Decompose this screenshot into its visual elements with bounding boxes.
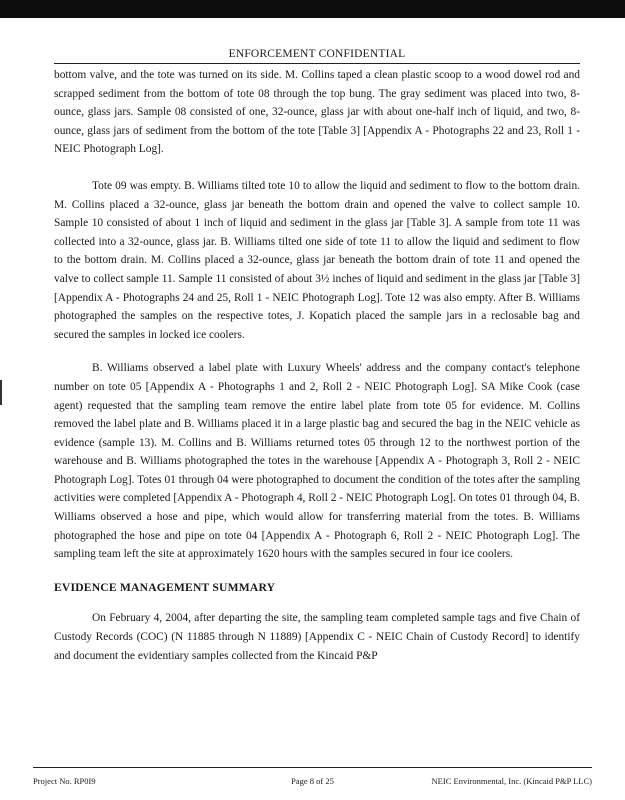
page-footer bbox=[33, 775, 592, 787]
confidentiality-header: ENFORCEMENT CONFIDENTIAL bbox=[228, 48, 406, 60]
footer-rule bbox=[33, 767, 592, 768]
header-rule bbox=[54, 63, 580, 64]
scan-mark bbox=[0, 380, 2, 405]
footer-project: Project No. RP0I9 bbox=[33, 776, 96, 786]
paragraph-label-plate: B. Williams observed a label plate with Luxury Wheels' address and the company contact's telephone number on tote 05 [Appendix A - Photographs 1 and 2, Roll 2 - NEIC Photograph Log]. SA Mike Cook (case agent) requested that the sampling team remove the entire label plate from tote 05 for evidence. M. Collins removed the label plate and B. Williams placed it in a large plastic bag and secured the bag in the NEIC vehicle as evidence (sample 13). M. Collins and B. Williams returned totes 05 through 12 to the northwest portion of the warehouse and B. Williams photographed the totes in the warehouse [Appendix A - Photograph 3, Roll 2 - NEIC Photograph Log]. Totes 01 through 04 were photographed to document the condition of the totes after the sampling activities were completed [Appendix A - Photograph 4, Roll 2 - NEIC Photograph Log]. On totes 01 through 04, B. Williams observed a hose and pipe, which would allow for transferring material from the totes. B. Williams photographed the hose and pipe on tote 04 [Appendix A - Photograph 6, Roll 2 - NEIC Photograph Log]. The sampling team left the site at approximately 1620 hours with the samples secured in four ice coolers. bbox=[54, 362, 580, 561]
scan-border bbox=[0, 0, 625, 18]
section-title: EVIDENCE MANAGEMENT SUMMARY bbox=[54, 580, 276, 594]
paragraph-continued: bottom valve, and the tote was turned on its side. M. Collins taped a clean plastic scoop to a wood dowel rod and scrapped sediment from the bottom of tote 08 through the top bung. The gray sediment was placed into two, 8-ounce, glass jars. Sample 08 consisted of one, 32-ounce, glass jar with about one-half inch of liquid, and two, 8-ounce, glass jars of sediment from the bottom of the tote [Table 3] [Appendix A - Photographs 22 and 23, Roll 1 - NEIC Photograph Log]. bbox=[54, 69, 580, 156]
paragraph-evidence: On February 4, 2004, after departing the site, the sampling team completed sample tags and five Chain of Custody Records (COC) (N 11885 through N 11889) [Appendix C - NEIC Chain of Custody Record] to identify and document the evidentiary samples collected from the Kincaid P&P bbox=[54, 612, 580, 662]
document-body bbox=[54, 66, 580, 665]
footer-organization: NEIC Environmental, Inc. (Kincaid P&P LLC) bbox=[431, 776, 592, 786]
footer-page-number: Page 8 of 25 bbox=[291, 776, 334, 786]
paragraph-tote-09: Tote 09 was empty. B. Williams tilted tote 10 to allow the liquid and sediment to flow to the bottom drain. M. Collins placed a 32-ounce, glass jar beneath the bottom drain and opened the valve to collect sample 10. Sample 10 consisted of about 1 inch of liquid and sediment in the glass jar [Table 3]. A sample from tote 11 was collected into a 32-ounce, glass jar. B. Williams tilted one side of tote 11 to allow the liquid and sediment to flow to the bottom drain. M. Collins placed a 32-ounce, glass jar beneath the bottom drain of tote 11 and opened the valve to collect sample 11. Sample 11 consisted of about 3½ inches of liquid and sediment in the glass jar [Table 3] [Appendix A - Photographs 24 and 25, Roll 1 - NEIC Photograph Log]. Tote 12 was also empty. After B. Williams photographed the samples on the respective totes, J. Kopatich placed the sample jars in a reclosable bag and secured the samples in locked ice coolers. bbox=[54, 179, 580, 341]
